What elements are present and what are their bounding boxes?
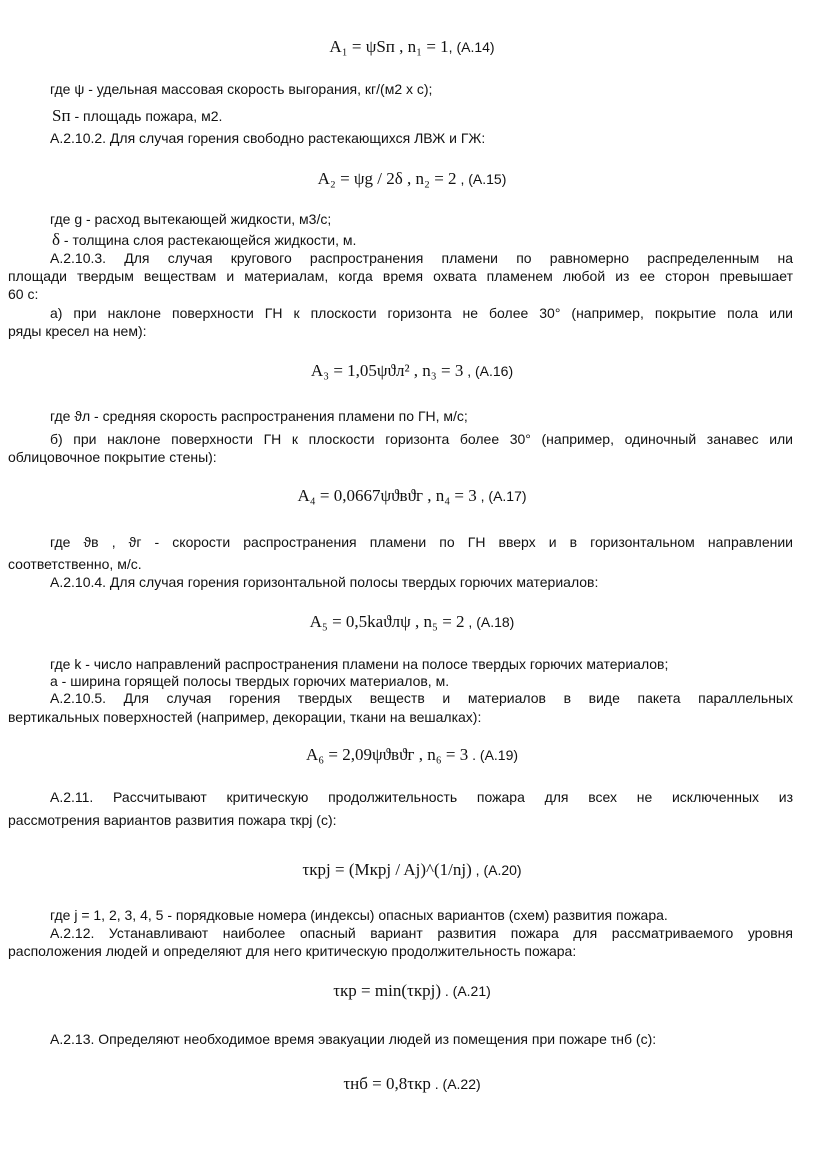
text-line: рассмотрения вариантов развития пожара τкрj (с): [8,812,337,828]
formula-ref: . (А.22) [430,1076,481,1092]
text-line: б) при наклоне поверхности ГН к плоскости горизонта более 30° (например, одиночный занавес или [50,431,793,447]
text-line: где g - расход вытекающей жидкости, м3/с; [50,211,332,227]
text-line: ряды кресел на нем): [8,323,147,339]
formula-ref: , (А.18) [464,614,515,630]
formula-ref: , (А.15) [456,171,507,187]
formula-a15 [0,169,824,189]
formula-ref: , (А.14) [448,39,495,55]
text-line [52,107,222,125]
formula-a21 [0,981,824,1001]
section-heading: А.2.11. Рассчитывают критическую продолжительность пожара для всех не исключенных из [50,789,793,805]
formula-ref: . (А.21) [440,983,491,999]
formula-a20 [0,860,824,880]
text-line [52,231,356,249]
formula-ref: , (А.20) [471,862,522,878]
formula-ref: . (А.19) [468,747,519,763]
formula-text: τкрj = (Mкрj / Aj)^(1/nj) [302,860,472,879]
text-line: расположения людей и определяют для него критическую продолжительность пожара: [8,943,577,959]
text-fragment: - площадь пожара, м2. [70,108,223,124]
section-heading: А.2.10.5. Для случая горения твердых веществ и материалов в виде пакета параллельных [50,690,793,706]
text-line: соответственно, м/с. [8,556,142,572]
section-heading: А.2.12. Устанавливают наиболее опасный вариант развития пожара для рассматриваемого уровня [50,925,793,941]
text-line: вертикальных поверхностей (например, декорации, ткани на вешалках): [8,709,482,725]
formula-text: A₆ = 2,09ψϑвϑг , n₆ = 3 [305,745,469,764]
text-line: где j = 1, 2, 3, 4, 5 - порядковые номера (индексы) опасных вариантов (схем) развития пожара. [50,907,668,923]
section-heading: А.2.10.2. Для случая горения свободно растекающихся ЛВЖ и ГЖ: [50,130,486,146]
text-line: 60 с: [8,286,39,302]
section-heading: А.2.10.4. Для случая горения горизонтальной полосы твердых горючих материалов: [50,574,599,590]
formula-a17 [0,486,824,506]
formula-text: A₂ = ψg / 2δ , n₂ = 2 [317,169,457,188]
text-line: где ϑл - средняя скорость распространения пламени по ГН, м/с; [50,408,468,424]
formula-text: τкр = min(τкрj) [333,981,441,1000]
text-line: где ψ - удельная массовая скорость выгорания, кг/(м2 х с); [50,81,433,97]
text-line: где ϑв , ϑг - скорости распространения пламени по ГН вверх и в горизонтальном направлении [50,534,793,550]
formula-text: τнб = 0,8τкр [343,1074,431,1093]
formula-ref: , (А.17) [476,488,527,504]
text-line: где k - число направлений распространения пламени на полосе твердых горючих материалов; [50,656,669,672]
section-heading: А.2.13. Определяют необходимое время эвакуации людей из помещения при пожаре τнб (с): [50,1031,657,1047]
formula-text: A₃ = 1,05ψϑл² , n₃ = 3 [310,361,464,380]
text-line: а) при наклоне поверхности ГН к плоскости горизонта не более 30° (например, покрытие пола или [50,305,793,321]
text-line: площади твердым веществам и материалам, когда время охвата пламенем любой из ее сторон превышает [8,268,793,284]
section-heading: А.2.10.3. Для случая кругового распространения пламени по равномерно распределенным на [50,250,793,266]
formula-a14 [0,37,824,57]
formula-text: A₁ = ψSп , n₁ = 1 [329,37,449,56]
text-fragment: - толщина слоя растекающейся жидкости, м. [60,232,357,248]
text-line: а - ширина горящей полосы твердых горючих материалов, м. [50,673,450,689]
formula-text: A₄ = 0,0667ψϑвϑг , n₄ = 3 [297,486,477,505]
formula-a22 [0,1074,824,1094]
symbol: δ [52,230,61,249]
symbol: Sп [52,106,71,125]
formula-ref: , (А.16) [463,363,514,379]
text-line: облицовочное покрытие стены): [8,449,217,465]
formula-a19 [0,745,824,765]
formula-text: A₅ = 0,5kaϑлψ , n₅ = 2 [309,612,465,631]
formula-a18 [0,612,824,632]
formula-a16 [0,361,824,381]
